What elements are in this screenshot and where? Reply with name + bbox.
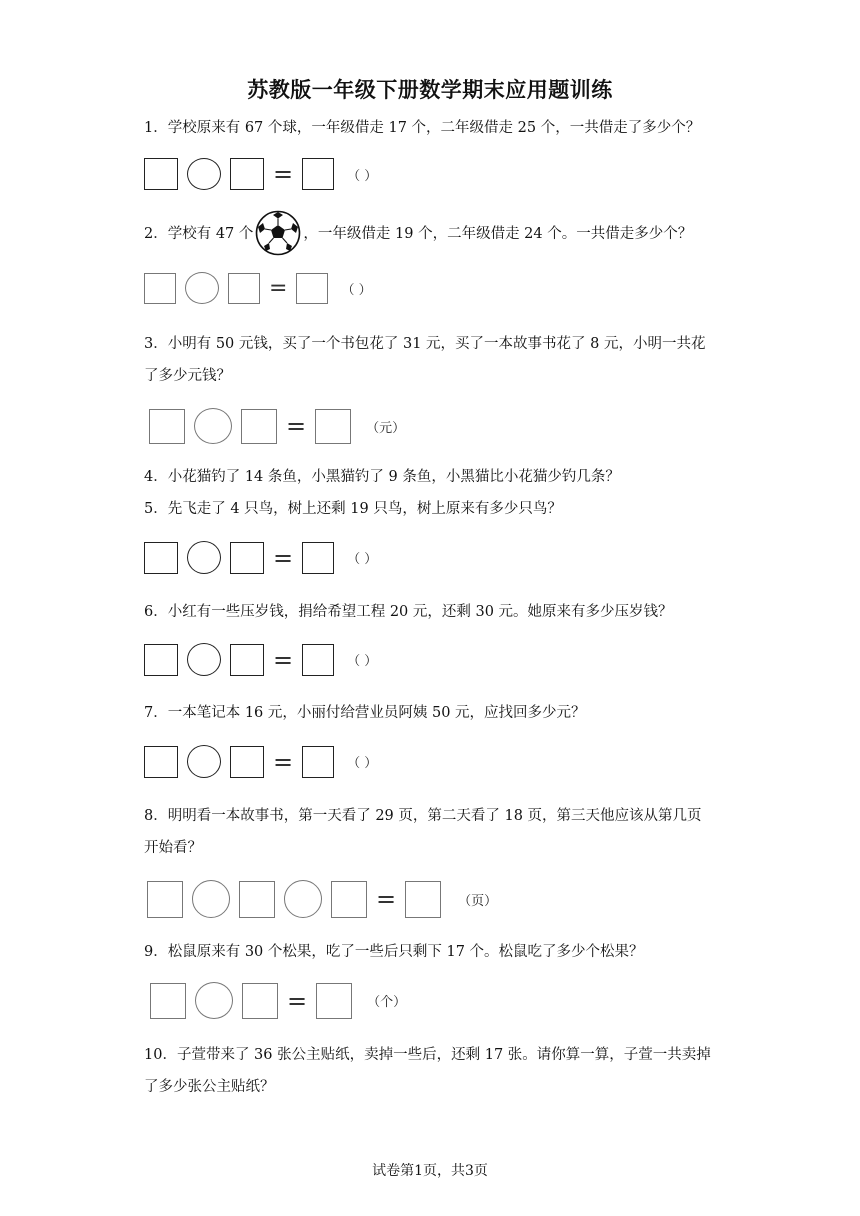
- answer-box[interactable]: [241, 409, 277, 444]
- question-9: 9．松鼠原来有 30 个松果，吃了一些后只剩下 17 个。松鼠吃了多少个松果？: [144, 944, 644, 960]
- equals-sign: =: [273, 747, 294, 776]
- equals-sign: =: [287, 986, 308, 1015]
- question-6: 6．小红有一些压岁钱，捐给希望工程 20 元，还剩 30 元。她原来有多少压岁钱？: [144, 604, 673, 620]
- question-2: [144, 224, 692, 244]
- unit-blank: （ ）: [347, 654, 378, 669]
- unit-ge: （个）: [367, 995, 407, 1010]
- answer-box[interactable]: [147, 881, 183, 918]
- unit-blank: （ ）: [347, 756, 378, 771]
- answer-box[interactable]: [150, 983, 186, 1019]
- equals-sign: =: [273, 543, 294, 572]
- question-3-line-2: 了多少元钱？: [144, 368, 231, 384]
- result-box[interactable]: [316, 983, 352, 1019]
- operator-circle[interactable]: [187, 158, 221, 190]
- answer-box[interactable]: [239, 881, 275, 918]
- operator-circle[interactable]: [195, 982, 233, 1019]
- answer-box[interactable]: [230, 158, 264, 190]
- operator-circle[interactable]: [187, 745, 221, 778]
- unit-yuan: （元）: [366, 420, 406, 436]
- answer-box[interactable]: [230, 644, 264, 676]
- operator-circle[interactable]: [284, 880, 322, 918]
- equation-row-3: [149, 408, 405, 444]
- question-8-line-1: 8．明明看一本故事书，第一天看了 29 页，第二天看了 18 页，第三天他应该从第几页: [144, 808, 702, 824]
- equation-row-1: [144, 158, 377, 190]
- page-footer: 试卷第1页，共3页: [372, 1163, 488, 1179]
- operator-circle[interactable]: [187, 643, 221, 676]
- equals-sign: =: [376, 885, 397, 913]
- operator-circle[interactable]: [187, 541, 221, 574]
- answer-box[interactable]: [144, 542, 178, 574]
- result-box[interactable]: [302, 542, 334, 574]
- answer-box[interactable]: [331, 881, 367, 918]
- answer-box[interactable]: [230, 542, 264, 574]
- equals-sign: =: [286, 412, 307, 440]
- equals-sign: =: [273, 160, 294, 188]
- result-box[interactable]: [302, 746, 334, 778]
- question-1: 1．学校原来有 67 个球，一年级借走 17 个，二年级借走 25 个，一共借走了多少个？: [144, 120, 701, 136]
- result-box[interactable]: [302, 158, 334, 190]
- question-4: 4．小花猫钓了 14 条鱼，小黑猫钓了 9 条鱼，小黑猫比小花猫少钓几条？: [144, 469, 620, 485]
- equation-row-5: [144, 541, 377, 574]
- page-title: 苏教版一年级下册数学期末应用题训练: [247, 78, 613, 102]
- equation-row-9: [150, 982, 406, 1019]
- unit-blank: （ ）: [347, 552, 378, 567]
- result-box[interactable]: [405, 881, 441, 918]
- equation-row-7: [144, 745, 377, 778]
- equation-row-2: [144, 272, 372, 304]
- operator-circle[interactable]: [185, 272, 219, 304]
- answer-box[interactable]: [144, 746, 178, 778]
- answer-box[interactable]: [144, 644, 178, 676]
- answer-box[interactable]: [149, 409, 185, 444]
- question-7: 7．一本笔记本 16 元，小丽付给营业员阿姨 50 元，应找回多少元？: [144, 705, 586, 721]
- answer-box[interactable]: [228, 273, 260, 304]
- equals-sign: =: [269, 275, 288, 301]
- question-3-line-1: 3．小明有 50 元钱，买了一个书包花了 31 元，买了一本故事书花了 8 元，小明一共花: [144, 336, 706, 352]
- question-8-line-2: 开始看？: [144, 840, 202, 856]
- equation-row-6: [144, 643, 377, 676]
- answer-box[interactable]: [230, 746, 264, 778]
- answer-box[interactable]: [144, 158, 178, 190]
- unit-blank: （ ）: [347, 168, 378, 184]
- result-box[interactable]: [302, 644, 334, 676]
- question-2-text-start: 2．学校有 47 个: [144, 226, 254, 242]
- question-10-line-2: 了多少张公主贴纸？: [144, 1079, 275, 1095]
- unit-blank: （ ）: [341, 282, 372, 298]
- answer-box[interactable]: [144, 273, 176, 304]
- equation-row-8: [147, 880, 497, 918]
- operator-circle[interactable]: [194, 408, 232, 444]
- equals-sign: =: [273, 645, 294, 674]
- question-2-text-end: ，一年级借走 19 个，二年级借走 24 个。一共借走多少个？: [303, 226, 693, 242]
- unit-ye: （页）: [458, 893, 498, 909]
- question-5: 5．先飞走了 4 只鸟，树上还剩 19 只鸟，树上原来有多少只鸟？: [144, 501, 562, 517]
- question-10-line-1: 10．子萱带来了 36 张公主贴纸，卖掉一些后，还剩 17 张。请你算一算，子萱一共卖掉: [144, 1047, 711, 1063]
- answer-box[interactable]: [242, 983, 278, 1019]
- result-box[interactable]: [296, 273, 328, 304]
- result-box[interactable]: [315, 409, 351, 444]
- soccer-ball-icon: [255, 210, 301, 256]
- operator-circle[interactable]: [192, 880, 230, 918]
